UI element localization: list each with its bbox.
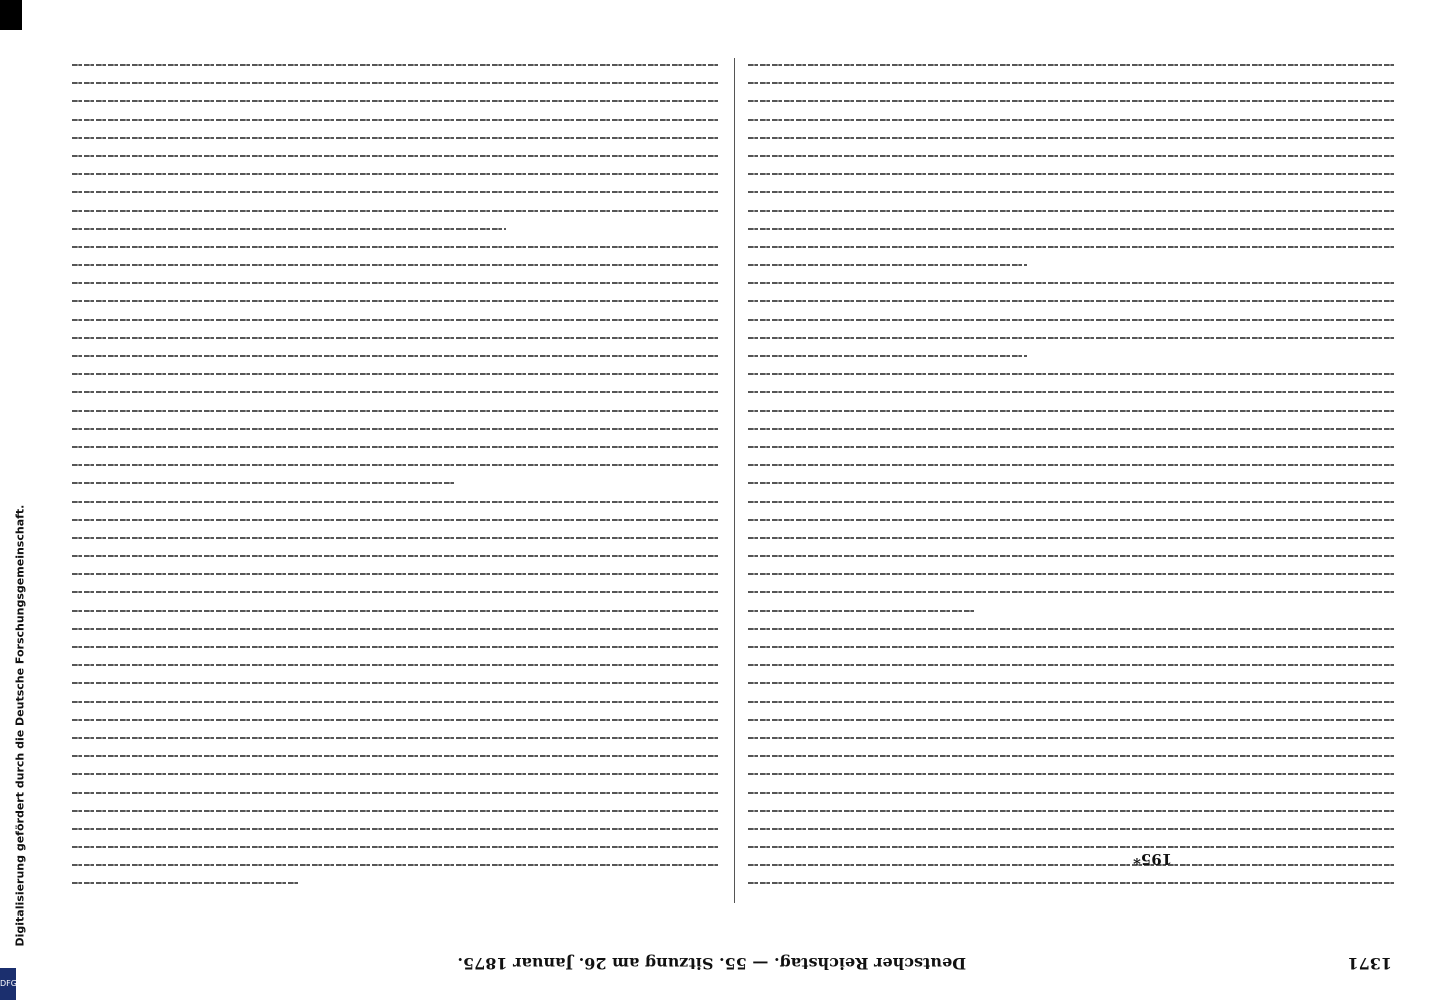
text-line [748, 246, 1396, 248]
text-line [72, 173, 720, 175]
text-line [748, 701, 1396, 703]
text-line [72, 591, 720, 593]
text-line [748, 228, 1396, 230]
text-line [748, 591, 1396, 593]
text-line [72, 773, 720, 775]
text-line [748, 64, 1396, 66]
text-line [72, 119, 720, 121]
text-line [72, 646, 720, 648]
text-line [748, 482, 1396, 484]
text-line [748, 792, 1396, 794]
text-line [748, 282, 1396, 284]
text-line [748, 373, 1396, 375]
text-line [748, 646, 1396, 648]
text-line [748, 355, 1027, 357]
page-number: 1371 [1347, 954, 1392, 974]
text-line [72, 737, 720, 739]
text-line [72, 810, 720, 812]
text-line [748, 828, 1396, 830]
text-line [748, 610, 975, 612]
text-line [72, 719, 720, 721]
text-line [748, 810, 1396, 812]
text-line [748, 537, 1396, 539]
text-line [72, 300, 720, 302]
text-line [72, 464, 720, 466]
text-line [748, 519, 1396, 521]
scan-black-mark [0, 0, 22, 30]
sheet-mark: 195* [1133, 850, 1173, 868]
right-column-text [748, 64, 1396, 892]
text-line [748, 682, 1396, 684]
text-line [748, 664, 1396, 666]
text-line [748, 719, 1396, 721]
text-line [748, 501, 1396, 503]
text-line [72, 555, 720, 557]
text-line [72, 828, 720, 830]
text-line [748, 100, 1396, 102]
text-line [748, 337, 1396, 339]
column-divider [734, 58, 735, 903]
text-line [72, 137, 720, 139]
text-line [748, 119, 1396, 121]
text-line [72, 64, 720, 66]
left-column-text [72, 64, 720, 892]
text-line [748, 755, 1396, 757]
text-line [748, 391, 1396, 393]
text-line [748, 300, 1396, 302]
text-line [72, 864, 720, 866]
text-line [72, 537, 720, 539]
text-line [72, 501, 720, 503]
text-line [72, 282, 720, 284]
text-line [72, 391, 720, 393]
text-line [72, 628, 720, 630]
text-line [72, 264, 720, 266]
left-column [58, 58, 734, 898]
text-line [748, 464, 1396, 466]
text-line [72, 519, 720, 521]
text-line [72, 664, 720, 666]
text-line [748, 264, 1027, 266]
text-line [748, 319, 1396, 321]
text-line [72, 191, 720, 193]
text-line [748, 864, 1396, 866]
dfg-credit-text: Digitalisierung gefördert durch die Deutsche Forschungsgemeinschaft. [13, 504, 27, 947]
digitization-sidebar [0, 504, 27, 1000]
text-line [72, 882, 299, 884]
text-line [72, 319, 720, 321]
text-line [748, 882, 1396, 884]
text-line [72, 482, 454, 484]
text-line [72, 610, 720, 612]
page-title: Deutscher Reichstag. — 55. Sitzung am 26. Januar 1875. [457, 954, 967, 974]
page-header [58, 942, 1410, 986]
text-line [72, 792, 720, 794]
text-line [72, 228, 506, 230]
text-line [748, 628, 1396, 630]
text-line [72, 446, 720, 448]
document-page [58, 18, 1410, 974]
text-line [72, 682, 720, 684]
text-line [748, 428, 1396, 430]
text-line [748, 555, 1396, 557]
dfg-logo: DFG [0, 968, 16, 1000]
text-line [72, 210, 720, 212]
text-line [72, 337, 720, 339]
text-line [72, 701, 720, 703]
text-line [748, 410, 1396, 412]
text-line [72, 410, 720, 412]
text-line [748, 737, 1396, 739]
text-line [748, 573, 1396, 575]
text-line [72, 846, 720, 848]
text-line [748, 773, 1396, 775]
text-line [72, 246, 720, 248]
text-line [72, 373, 720, 375]
text-line [72, 573, 720, 575]
text-line [72, 100, 720, 102]
text-line [748, 137, 1396, 139]
text-line [72, 355, 720, 357]
text-line [748, 82, 1396, 84]
text-line [72, 155, 720, 157]
text-line [72, 428, 720, 430]
text-line [748, 446, 1396, 448]
text-line [748, 155, 1396, 157]
text-line [748, 191, 1396, 193]
text-line [748, 173, 1396, 175]
right-column [734, 58, 1410, 898]
text-line [72, 82, 720, 84]
text-line [72, 755, 720, 757]
text-line [748, 846, 1396, 848]
text-line [748, 210, 1396, 212]
